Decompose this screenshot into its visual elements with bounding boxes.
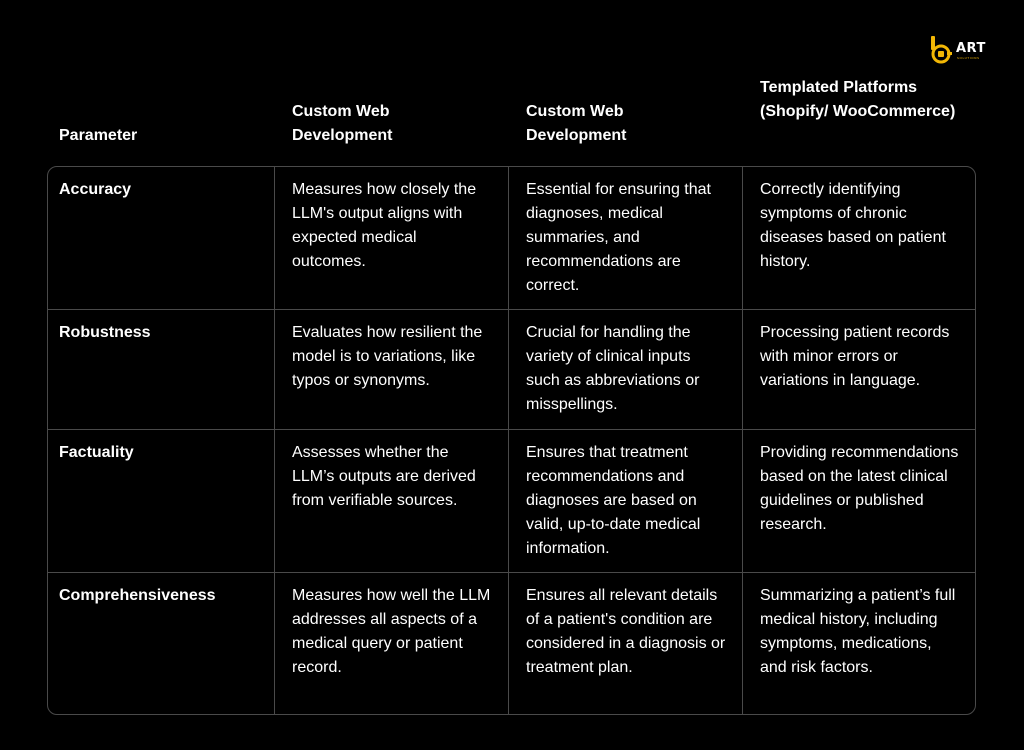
cell-definition-accuracy: Measures how closely the LLM's output aligns with expected medical outcomes.: [275, 167, 509, 310]
cell-definition-factuality: Assesses whether the LLM’s outputs are derived from verifiable sources.: [275, 430, 509, 573]
cell-example-robustness: Processing patient records with minor errors or variations in language.: [743, 310, 975, 430]
cell-example-accuracy: Correctly identifying symptoms of chronic diseases based on patient history.: [743, 167, 975, 310]
cell-definition-robustness: Evaluates how resilient the model is to variations, like typos or synonyms.: [275, 310, 509, 430]
brand-logo: [930, 34, 994, 64]
cell-parameter-accuracy: Accuracy: [48, 167, 275, 310]
cell-importance-factuality: Ensures that treatment recommendations and diagnoses are based on valid, up-to-date medical information.: [509, 430, 743, 573]
logo-mark-icon: [930, 34, 954, 64]
header-example: Templated Platforms (Shopify/ WooCommerce): [760, 79, 956, 120]
cell-parameter-factuality: Factuality: [48, 430, 275, 573]
cell-definition-comprehensiveness: Measures how well the LLM addresses all aspects of a medical query or patient record.: [275, 573, 509, 714]
cell-importance-comprehensiveness: Ensures all relevant details of a patient's condition are considered in a diagnosis or treatment plan.: [509, 573, 743, 714]
cell-importance-accuracy: Essential for ensuring that diagnoses, medical summaries, and recommendations are correct.: [509, 167, 743, 310]
header-parameter: Parameter: [59, 127, 138, 144]
comparison-table: [47, 166, 976, 715]
cell-parameter-robustness: Robustness: [48, 310, 275, 430]
cell-example-factuality: Providing recommendations based on the latest clinical guidelines or published research.: [743, 430, 975, 573]
header-importance: Custom Web Development: [526, 103, 627, 144]
cell-example-comprehensiveness: Summarizing a patient’s full medical history, including symptoms, medications, and risk factors.: [760, 587, 956, 676]
cell-importance-robustness: Crucial for handling the variety of clinical inputs such as abbreviations or misspellings.: [509, 310, 743, 430]
header-definition: Custom Web Development: [292, 103, 393, 144]
logo-wordmark: ART: [956, 41, 986, 56]
logo-subtitle: SOLUTIONS: [957, 56, 980, 60]
cell-parameter-comprehensiveness: Comprehensiveness: [48, 573, 275, 714]
